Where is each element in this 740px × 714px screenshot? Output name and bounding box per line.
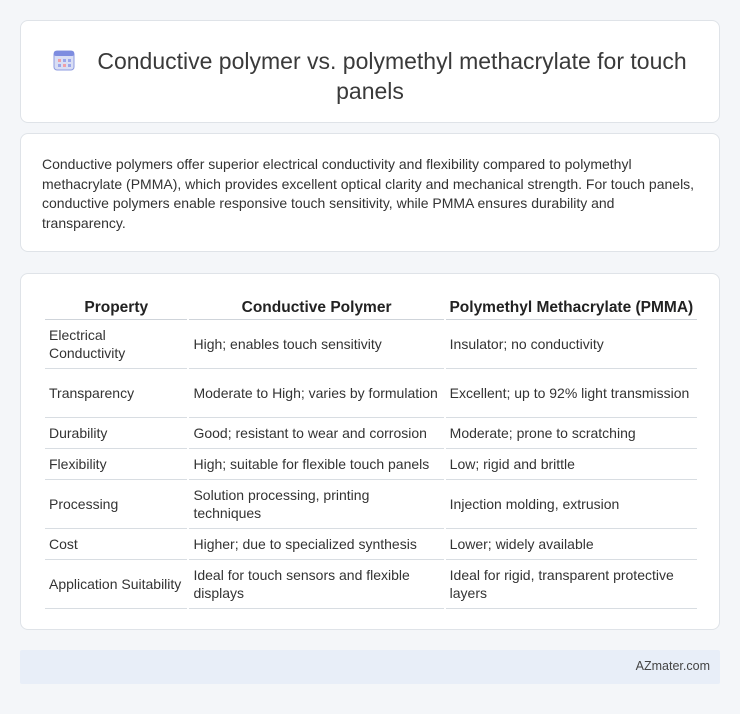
pmma-cell: Insulator; no conductivity bbox=[446, 320, 697, 369]
property-cell: Electrical Conductivity bbox=[45, 320, 187, 369]
pmma-cell: Excellent; up to 92% light transmission bbox=[446, 369, 697, 418]
conductive-polymer-cell: Moderate to High; varies by formulation bbox=[189, 369, 443, 418]
table-row bbox=[45, 449, 697, 480]
conductive-polymer-cell: High; suitable for flexible touch panels bbox=[189, 449, 443, 480]
property-cell: Cost bbox=[45, 529, 187, 560]
property-cell: Transparency bbox=[45, 369, 187, 418]
table-row bbox=[45, 369, 697, 418]
table-row bbox=[45, 529, 697, 560]
pmma-cell: Low; rigid and brittle bbox=[446, 449, 697, 480]
table-row bbox=[45, 480, 697, 529]
column-header-pmma: Polymethyl Methacrylate (PMMA) bbox=[446, 296, 697, 320]
column-header-conductive-polymer: Conductive Polymer bbox=[189, 296, 443, 320]
pmma-cell: Injection molding, extrusion bbox=[446, 480, 697, 529]
page-title: Conductive polymer vs. polymethyl methacrylate for touch panels bbox=[97, 48, 687, 104]
comparison-card bbox=[20, 273, 720, 630]
summary-card bbox=[20, 133, 720, 252]
pmma-cell: Lower; widely available bbox=[446, 529, 697, 560]
comparison-table bbox=[43, 296, 699, 609]
title-card bbox=[20, 20, 720, 123]
pmma-cell: Moderate; prone to scratching bbox=[446, 418, 697, 449]
pmma-cell: Ideal for rigid, transparent protective layers bbox=[446, 560, 697, 609]
conductive-polymer-cell: High; enables touch sensitivity bbox=[189, 320, 443, 369]
conductive-polymer-cell: Higher; due to specialized synthesis bbox=[189, 529, 443, 560]
calendar-icon bbox=[53, 49, 75, 71]
conductive-polymer-cell: Good; resistant to wear and corrosion bbox=[189, 418, 443, 449]
column-header-property: Property bbox=[45, 296, 187, 320]
table-row bbox=[45, 320, 697, 369]
property-cell: Processing bbox=[45, 480, 187, 529]
table-header-row bbox=[45, 296, 697, 320]
conductive-polymer-cell: Solution processing, printing techniques bbox=[189, 480, 443, 529]
table-row bbox=[45, 418, 697, 449]
property-cell: Application Suitability bbox=[45, 560, 187, 609]
table-row bbox=[45, 560, 697, 609]
footer bbox=[20, 650, 720, 684]
conductive-polymer-cell: Ideal for touch sensors and flexible displays bbox=[189, 560, 443, 609]
page-title-block bbox=[21, 46, 719, 106]
property-cell: Flexibility bbox=[45, 449, 187, 480]
footer-brand: AZmater.com bbox=[635, 659, 710, 673]
property-cell: Durability bbox=[45, 418, 187, 449]
summary-text: Conductive polymers offer superior electrical conductivity and flexibility compared to polymethyl methacrylate (PMMA), which provides excellent optical clarity and mechanical strength. For touch panels, conductive polymers enable responsive touch sensitivity, while PMMA ensures durability and transparency. bbox=[42, 156, 695, 231]
